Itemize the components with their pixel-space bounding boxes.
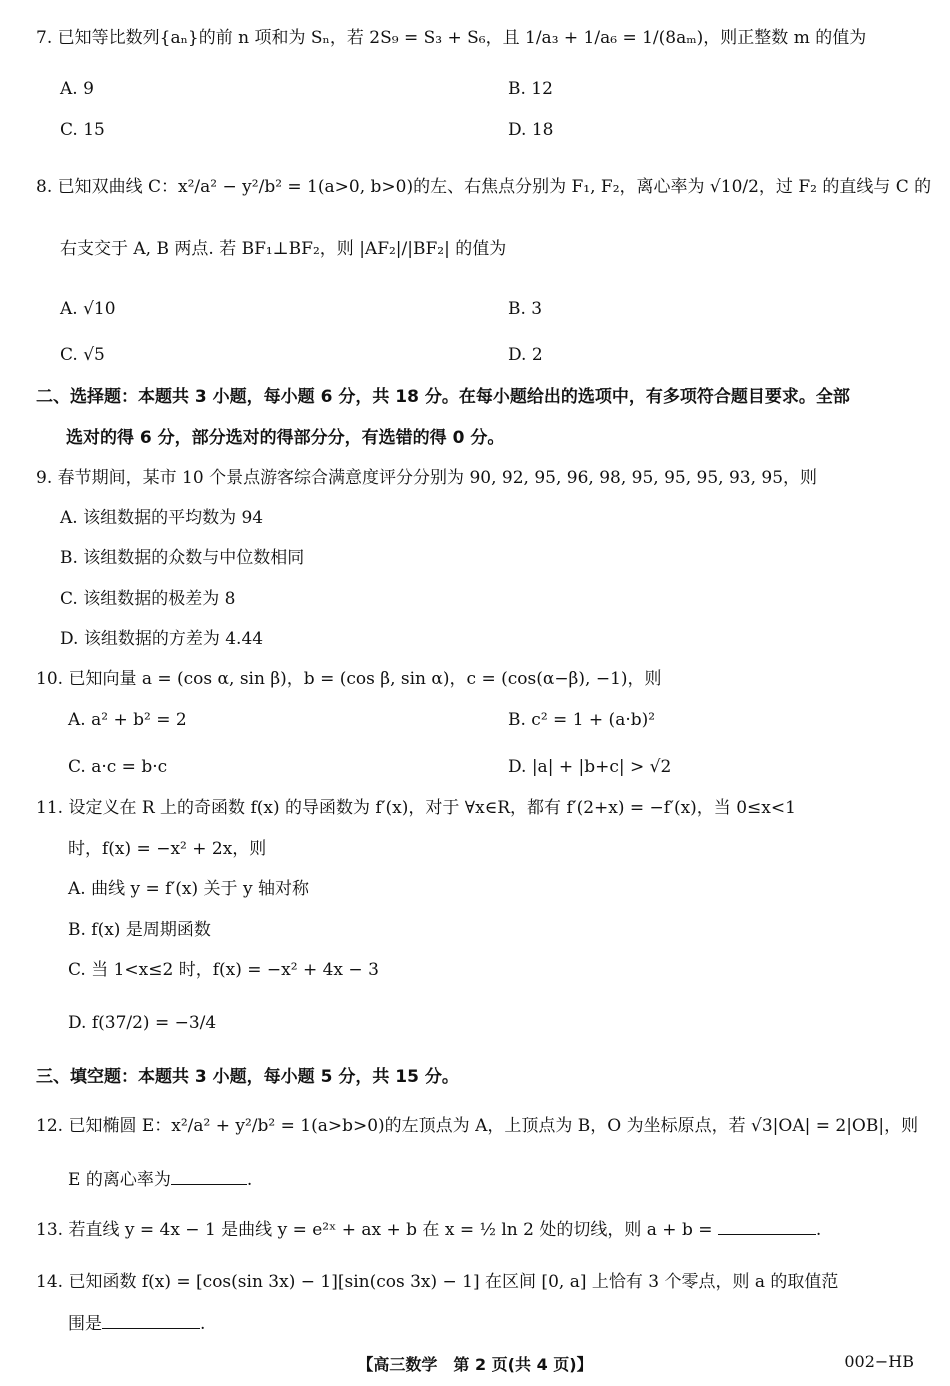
question-7-option-b: B. 12 [508,79,553,99]
question-11-option-d: D. f(37/2) = −3/4 [68,1013,217,1033]
question-10-stem: 10. 已知向量 a = (cos α, sin β)，b = (cos β, sin α)，c = (cos(α−β), −1)，则 [36,669,662,689]
question-11-option-b: B. f(x) 是周期函数 [68,920,211,940]
question-14-stem-line1: 14. 已知函数 f(x) = [cos(sin 3x) − 1][sin(cos 3x) − 1] 在区间 [0, a] 上恰有 3 个零点，则 a 的取值范 [36,1272,839,1292]
question-13-stem: 13. 若直线 y = 4x − 1 是曲线 y = e²ˣ + ax + b 在 x = ½ ln 2 处的切线，则 a + b = . [36,1220,822,1240]
question-10-option-b: B. c² = 1 + (a·b)² [508,710,656,730]
question-10-option-d: D. |a| + |b+c| > √2 [508,757,672,777]
question-9-option-d: D. 该组数据的方差为 4.44 [60,629,264,649]
answer-blank-14[interactable] [102,1314,200,1329]
question-11-option-a: A. 曲线 y = f′(x) 关于 y 轴对称 [68,879,309,899]
answer-blank-12[interactable] [171,1170,247,1185]
section-2-heading-cont: 选对的得 6 分，部分选对的得部分分，有选错的得 0 分。 [66,428,505,448]
question-9-option-b: B. 该组数据的众数与中位数相同 [60,548,305,568]
question-9-stem: 9. 春节期间，某市 10 个景点游客综合满意度评分分别为 90, 92, 95, 96, 98, 95, 95, 95, 93, 95，则 [36,468,818,488]
question-14-stem-line2: 围是 . [68,1314,206,1334]
answer-blank-13[interactable] [718,1220,816,1235]
section-2-heading: 二、选择题：本题共 3 小题，每小题 6 分，共 18 分。在每小题给出的选项中，有多项符合题目要求。全部 [36,387,850,407]
question-11-stem-line1: 11. 设定义在 R 上的奇函数 f(x) 的导函数为 f′(x)，对于 ∀x∈R，都有 f′(2+x) = −f′(x)，当 0≤x<1 [36,798,796,818]
question-9-option-c: C. 该组数据的极差为 8 [60,589,236,609]
question-9-option-a: A. 该组数据的平均数为 94 [60,508,264,528]
question-12-stem-line2: E 的离心率为 . [68,1170,253,1190]
question-8-stem-line2: 右支交于 A, B 两点. 若 BF₁⊥BF₂，则 |AF₂|/|BF₂| 的值为 [60,239,507,259]
question-14-text: 围是 [68,1314,102,1334]
section-3-heading: 三、填空题：本题共 3 小题，每小题 5 分，共 15 分。 [36,1067,459,1087]
question-7-option-c: C. 15 [60,120,105,140]
paper-code: 002−HB [844,1352,914,1371]
question-7-option-a: A. 9 [60,79,94,99]
question-13-text: 13. 若直线 y = 4x − 1 是曲线 y = e²ˣ + ax + b 在 x = ½ ln 2 处的切线，则 a + b = [36,1220,713,1240]
question-8-option-d: D. 2 [508,345,543,365]
page-footer: 【高三数学 第 2 页(共 4 页)】 [357,1355,593,1374]
question-10-option-a: A. a² + b² = 2 [68,710,187,730]
question-8-option-b: B. 3 [508,299,543,319]
question-10-option-c: C. a·c = b·c [68,757,168,777]
question-11-option-c: C. 当 1<x≤2 时，f(x) = −x² + 4x − 3 [68,960,379,980]
question-12-text: E 的离心率为 [68,1170,171,1190]
question-11-stem-line2: 时，f(x) = −x² + 2x，则 [68,839,267,859]
question-12-stem-line1: 12. 已知椭圆 E：x²/a² + y²/b² = 1(a>b>0)的左顶点为 A，上顶点为 B，O 为坐标原点，若 √3|OA| = 2|OB|，则 [36,1116,919,1136]
question-7-stem: 7. 已知等比数列{aₙ}的前 n 项和为 Sₙ，若 2S₉ = S₃ + S₆，且 1/a₃ + 1/a₆ = 1/(8aₘ)，则正整数 m 的值为 [36,28,867,48]
question-7-option-d: D. 18 [508,120,554,140]
question-8-stem-line1: 8. 已知双曲线 C：x²/a² − y²/b² = 1(a>0, b>0)的左、右焦点分别为 F₁, F₂，离心率为 √10/2，过 F₂ 的直线与 C 的 [36,177,932,197]
question-8-option-a: A. √10 [60,299,116,319]
question-8-option-c: C. √5 [60,345,105,365]
